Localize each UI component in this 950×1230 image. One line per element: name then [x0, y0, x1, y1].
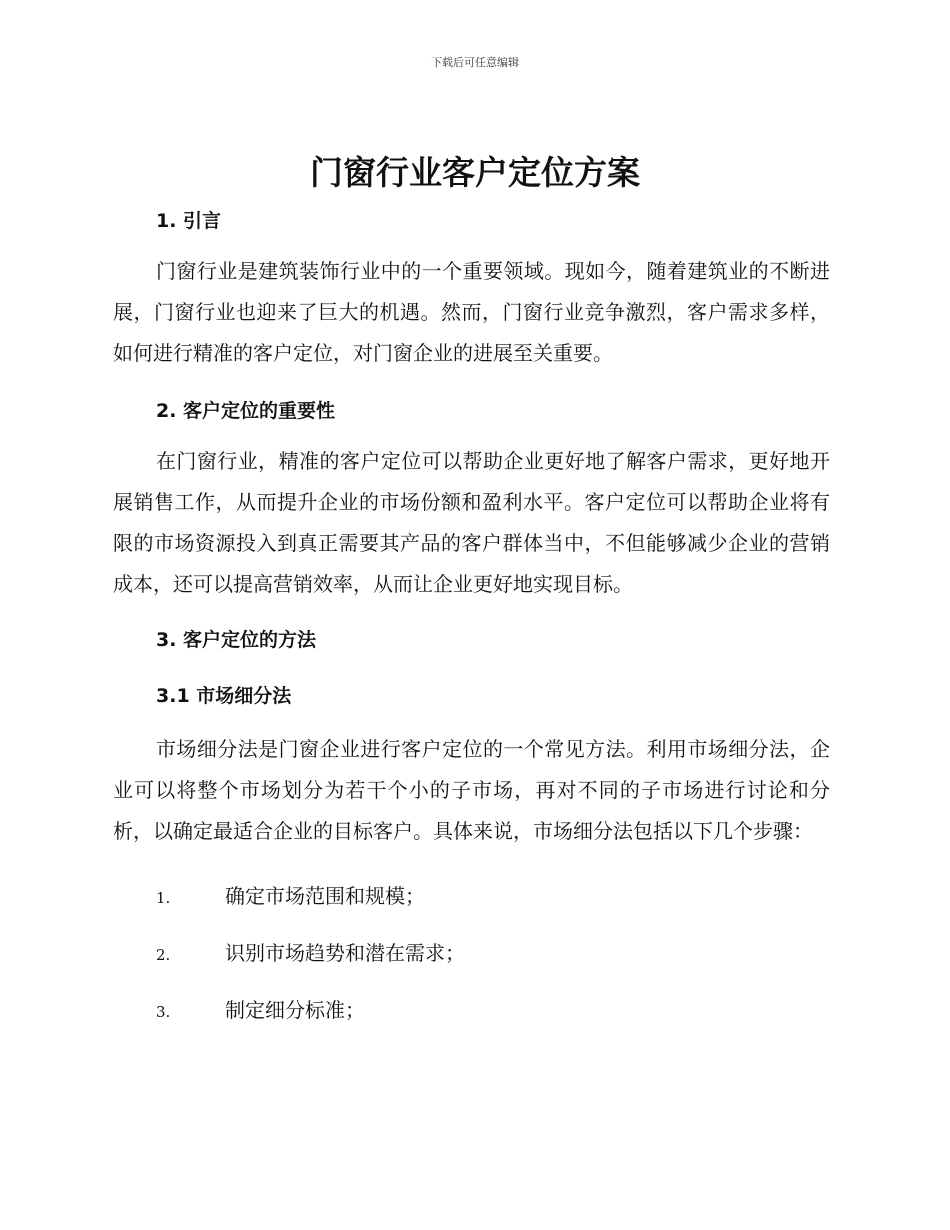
list-item [113, 882, 830, 912]
subsection-heading-segmentation: 3.1 市场细分法 [156, 685, 292, 707]
list-item-text: 识别市场趋势和潜在需求； [225, 941, 465, 965]
section-heading-methods: 3. 客户定位的方法 [156, 629, 317, 651]
list-item-text: 确定市场范围和规模； [225, 884, 425, 908]
list-item-text: 制定细分标准； [225, 998, 365, 1022]
steps-list [113, 882, 830, 1026]
document-body [113, 200, 830, 1026]
header-note: 下载后可任意编辑 [431, 56, 519, 69]
list-item-number: 2. [156, 946, 171, 964]
paragraph-intro: 门窗行业是建筑装饰行业中的一个重要领域。现如今，随着建筑业的不断进展，门窗行业也迎来了巨大的机遇。然而，门窗行业竞争激烈，客户需求多样，如何进行精准的客户定位，对门窗企业的进展至关重要。 [113, 259, 830, 365]
paragraph-importance: 在门窗行业，精准的客户定位可以帮助企业更好地了解客户需求，更好地开展销售工作，从而提升企业的市场份额和盈利水平。客户定位可以帮助企业将有限的市场资源投入到真正需要其产品的客户群体当中，不但能够减少企业的营销成本，还可以提高营销效率，从而让企业更好地实现目标。 [113, 449, 830, 596]
document-title: 门窗行业客户定位方案 [310, 153, 640, 192]
paragraph-segmentation: 市场细分法是门窗企业进行客户定位的一个常见方法。利用市场细分法，企业可以将整个市场划分为若干个小的子市场，再对不同的子市场进行讨论和分析，以确定最适合企业的目标客户。具体来说，市场细分法包括以下几个步骤： [113, 737, 830, 843]
section-heading-intro: 1. 引言 [156, 210, 222, 232]
list-item-number: 1. [156, 889, 171, 907]
list-item [113, 996, 830, 1026]
list-item [113, 939, 830, 969]
list-item-number: 3. [156, 1003, 171, 1021]
section-heading-importance: 2. 客户定位的重要性 [156, 400, 336, 422]
